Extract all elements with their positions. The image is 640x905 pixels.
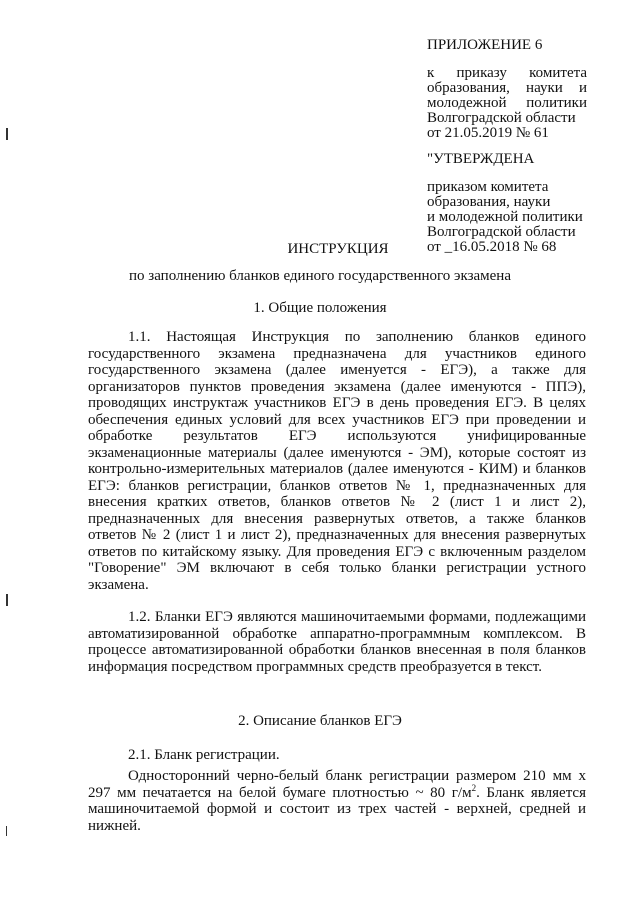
approved-by-line: образования, науки — [427, 194, 551, 210]
section-heading: 2. Описание бланков ЕГЭ — [238, 713, 402, 729]
approved-by-line: приказом комитета — [427, 179, 549, 195]
paragraph-2-1 — [88, 768, 586, 834]
approved-by-line: Волгоградской области — [427, 224, 576, 240]
margin-mark — [6, 594, 8, 606]
appendix-to-order-line: молодежной политики — [427, 95, 587, 111]
appendix-to-order-line: к приказу комитета — [427, 65, 587, 81]
paragraph-2-1-text: Односторонний черно-белый бланк регистрации размером 210 мм х 297 мм печатается на белой бумаге плотностью ~ 80 г/м — [88, 768, 586, 801]
approved-date: от _16.05.2018 № 68 — [427, 239, 557, 255]
superscript-2: 2 — [471, 782, 477, 793]
section-heading: 1. Общие положения — [253, 300, 387, 316]
appendix-to-order-line: Волгоградской области — [427, 110, 576, 126]
approved-label: "УТВЕРЖДЕНА — [427, 151, 535, 167]
paragraph-1-2: 1.2. Бланки ЕГЭ являются машиночитаемыми формами, подлежащими автоматизированной обработке аппаратно-программным комплексом. В процессе автоматизированной обработки бланков внесенная в поля бланков информация посредством программных средств преобразуется в текст. — [88, 609, 586, 675]
paragraph-1-1: 1.1. Настоящая Инструкция по заполнению бланков единого государственного экзамена предназначена для участников единого государственного экзамена (далее именуется - ЕГЭ), а также для организаторов пунктов проведения экзамена (далее именуются - ППЭ), проводящих инструктаж участников ЕГЭ в день проведения ЕГЭ. В целях обеспечения единых условий для всех участников ЕГЭ при проведении и обработке результатов ЕГЭ используются унифицированные экзаменационные материалы (далее именуются - ЭМ), которые состоят из контрольно-измерительных материалов (далее именуются - КИМ) и бланков ЕГЭ: бланков регистрации, бланков ответов № 1, предназначенных для внесения кратких ответов, бланков ответов № 2 (лист 1 и лист 2), предназначенных для внесения развернутых ответов, а также бланков ответов № 2 (лист 1 и лист 2), предназначенных для внесения развернутых ответов по китайскому языку. Для проведения ЕГЭ с включенным разделом "Говорение" ЭМ включают в себя только бланки регистрации устного экзамена. — [88, 329, 586, 593]
appendix-title: ПРИЛОЖЕНИЕ 6 — [427, 37, 543, 53]
margin-mark — [6, 826, 7, 836]
margin-mark — [6, 128, 8, 140]
document-title: ИНСТРУКЦИЯ — [287, 241, 389, 257]
document-subtitle: по заполнению бланков единого государственного экзамена — [129, 268, 511, 284]
appendix-date-number: от 21.05.2019 № 61 — [427, 125, 549, 141]
approved-by-line: и молодежной политики — [427, 209, 583, 225]
appendix-to-order — [427, 66, 587, 126]
paragraph-2-1-heading: 2.1. Бланк регистрации. — [128, 747, 280, 763]
paragraph-2-1-text: . Бланк является машиночитаемой формой и состоит из трех частей - верхней, средней и нижней. — [88, 784, 586, 834]
appendix-to-order-line: образования, науки и — [427, 80, 587, 96]
